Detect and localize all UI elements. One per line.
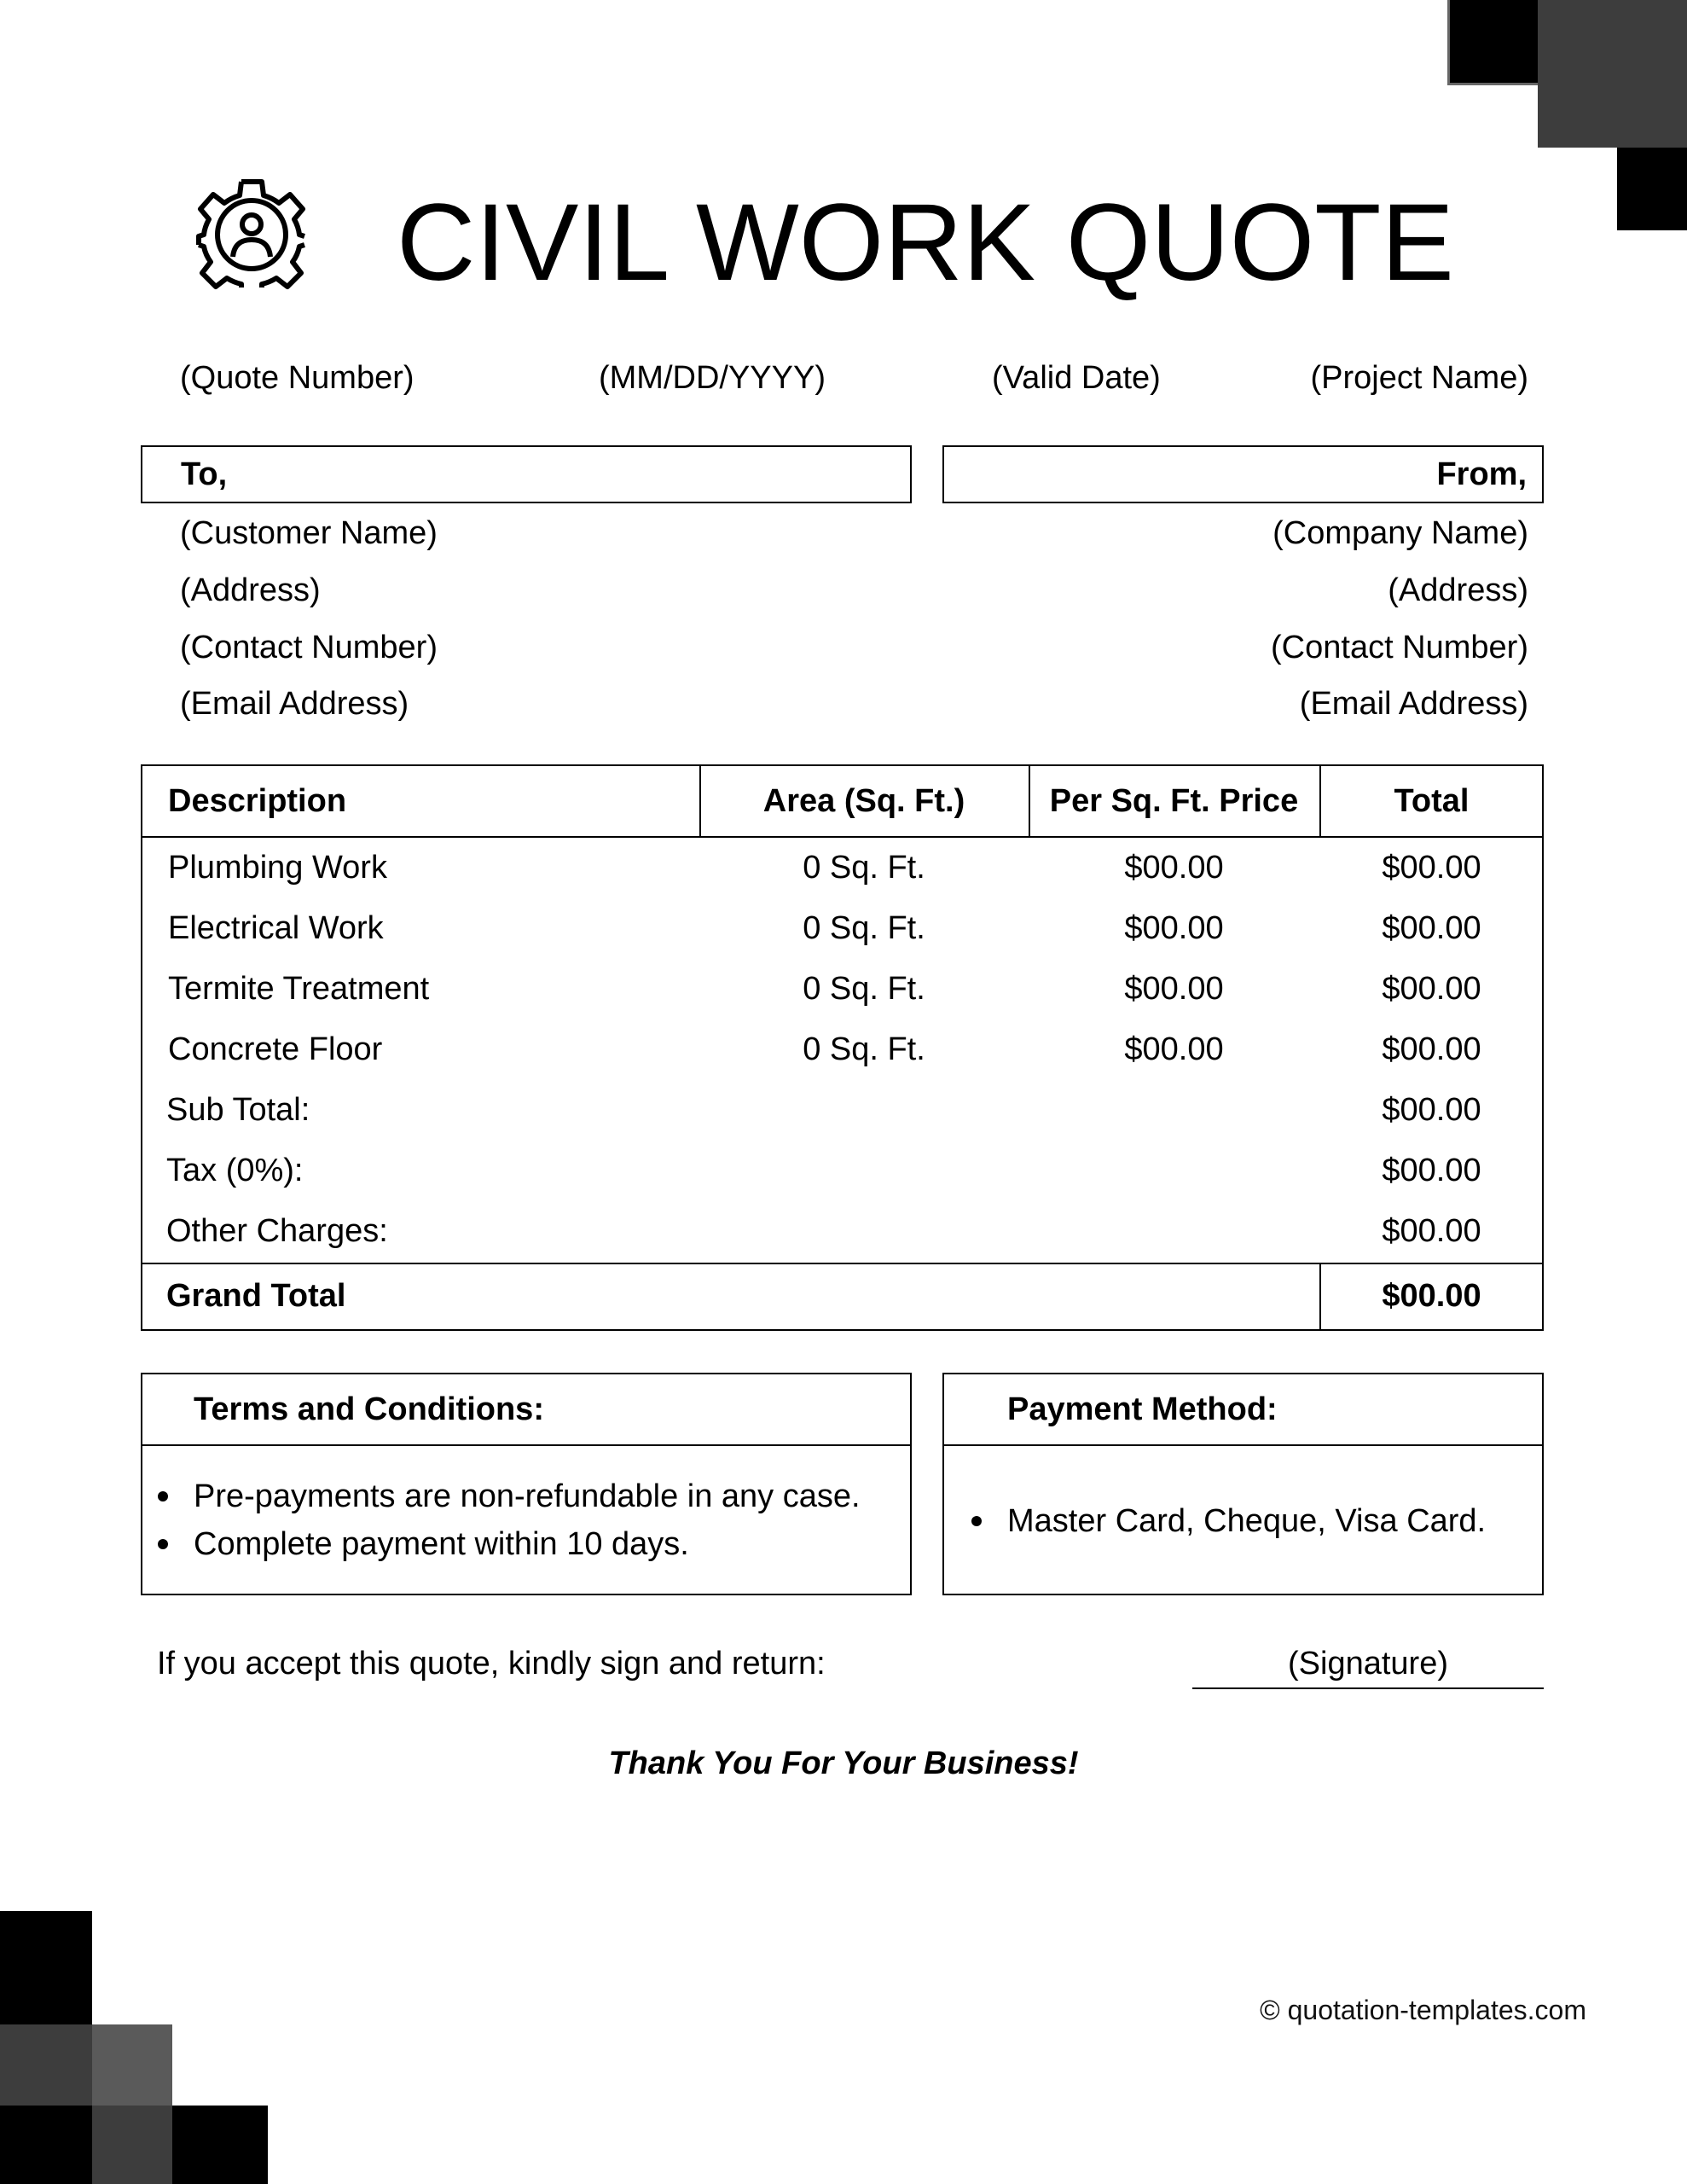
bullet-icon <box>158 1539 168 1549</box>
terms-panel <box>141 1373 912 1595</box>
from-label: From, <box>942 445 1544 503</box>
to-label: To, <box>141 445 912 503</box>
row-area: 0 Sq. Ft. <box>803 1031 925 1067</box>
grand-total-value: $00.00 <box>1382 1278 1481 1314</box>
row-area: 0 Sq. Ft. <box>803 910 925 946</box>
accept-text: If you accept this quote, kindly sign and return: <box>157 1646 826 1682</box>
row-price: $00.00 <box>1124 1031 1224 1067</box>
customer-contact: (Contact Number) <box>180 630 438 665</box>
project-name: (Project Name) <box>1310 360 1528 396</box>
terms-item-text: Complete payment within 10 days. <box>194 1526 689 1562</box>
signature-line <box>1192 1687 1544 1689</box>
tax-label: Tax (0%): <box>166 1153 304 1188</box>
row-description: Termite Treatment <box>168 971 430 1007</box>
grand-total-label: Grand Total <box>166 1278 346 1314</box>
signature-field[interactable]: (Signature) <box>1288 1646 1448 1682</box>
copyright-link[interactable]: © quotation-templates.com <box>1260 1995 1586 2025</box>
page-title: CIVIL WORK QUOTE <box>397 182 1454 304</box>
row-description: Concrete Floor <box>168 1031 383 1067</box>
bullet-icon <box>158 1491 168 1502</box>
header-total: Total <box>1394 783 1470 819</box>
quote-table <box>141 764 1544 1331</box>
other-charges-label: Other Charges: <box>166 1213 388 1249</box>
customer-name: (Customer Name) <box>180 515 438 551</box>
row-area: 0 Sq. Ft. <box>803 971 925 1007</box>
subtotal-label: Sub Total: <box>166 1092 310 1128</box>
terms-item <box>194 1472 861 1520</box>
terms-item <box>194 1520 689 1568</box>
corner-decoration-bottom-left <box>0 1911 273 2184</box>
other-charges-value: $00.00 <box>1382 1213 1481 1249</box>
tax-value: $00.00 <box>1382 1153 1481 1188</box>
row-total: $00.00 <box>1382 971 1481 1007</box>
terms-item-text: Pre-payments are non-refundable in any case. <box>194 1478 861 1514</box>
row-area: 0 Sq. Ft. <box>803 850 925 886</box>
thank-you-message: Thank You For Your Business! <box>608 1745 1079 1781</box>
row-price: $00.00 <box>1124 971 1224 1007</box>
row-description: Plumbing Work <box>168 850 387 886</box>
payment-panel <box>942 1373 1544 1595</box>
valid-date: (Valid Date) <box>992 360 1161 396</box>
row-total: $00.00 <box>1382 910 1481 946</box>
payment-item <box>1007 1497 1486 1545</box>
subtotal-value: $00.00 <box>1382 1092 1481 1128</box>
quote-date: (MM/DD/YYYY) <box>599 360 826 396</box>
header-description: Description <box>168 783 347 819</box>
gear-user-icon <box>192 175 311 294</box>
company-name: (Company Name) <box>1272 515 1528 551</box>
payment-title: Payment Method: <box>944 1374 1542 1446</box>
bullet-icon <box>971 1516 982 1526</box>
header-area: Area (Sq. Ft.) <box>762 783 965 819</box>
quote-number: (Quote Number) <box>180 360 415 396</box>
customer-address: (Address) <box>180 572 321 608</box>
payment-item-text: Master Card, Cheque, Visa Card. <box>1007 1503 1487 1539</box>
header-price: Per Sq. Ft. Price <box>1049 783 1299 819</box>
company-email: (Email Address) <box>1299 686 1528 722</box>
row-description: Electrical Work <box>168 910 384 946</box>
company-address: (Address) <box>1388 572 1528 608</box>
customer-email: (Email Address) <box>180 686 409 722</box>
row-total: $00.00 <box>1382 1031 1481 1067</box>
row-total: $00.00 <box>1382 850 1481 886</box>
row-price: $00.00 <box>1124 910 1224 946</box>
company-contact: (Contact Number) <box>1271 630 1528 665</box>
row-price: $00.00 <box>1124 850 1224 886</box>
terms-title: Terms and Conditions: <box>142 1374 910 1446</box>
